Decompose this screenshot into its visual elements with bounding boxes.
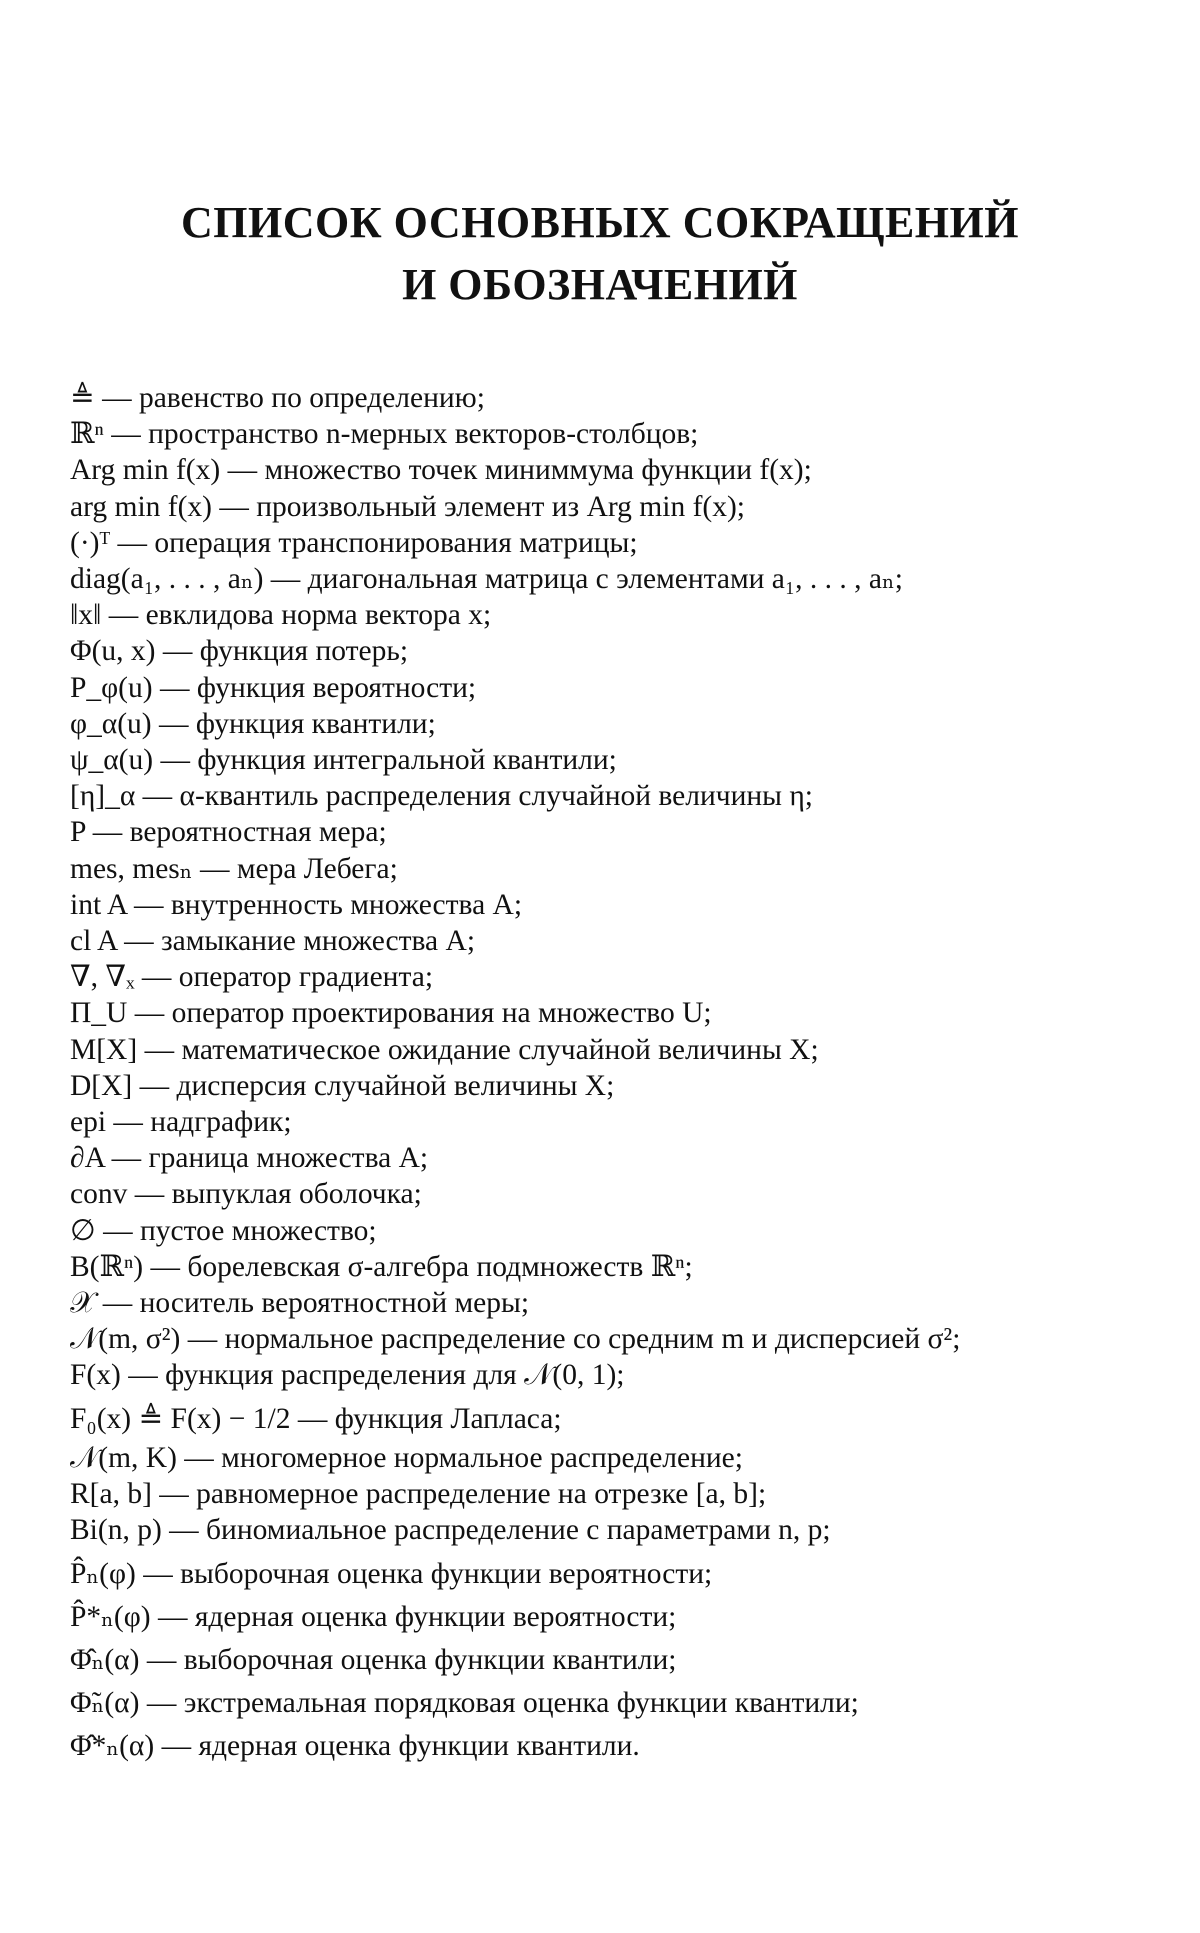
notation-separator: — (150, 1600, 195, 1633)
notation-entry (70, 959, 1180, 995)
notation-description: мера Лебега; (236, 852, 398, 885)
notation-symbol: D[X] (70, 1069, 133, 1102)
notation-symbol: ∇, ∇ₓ (70, 961, 135, 994)
notation-symbol: P̂*ₙ(φ) (70, 1600, 151, 1633)
notation-separator: — (263, 563, 308, 596)
notation-separator: — (151, 1478, 197, 1511)
notation-description: нормальное распределение со средним m и дисперсией σ²; (224, 1323, 961, 1356)
notation-description: оператор проектирования на множество U; (171, 997, 712, 1030)
notation-description: диагональная матрица с элементами a₁, . . . , aₙ; (307, 563, 903, 596)
notation-entry (70, 561, 1180, 597)
notation-separator: — (176, 1441, 222, 1474)
notation-symbol: B(ℝⁿ) (70, 1250, 144, 1283)
notation-symbol: ψ_α(u) (70, 744, 154, 777)
notation-description: выпуклая оболочка; (171, 1178, 422, 1211)
notation-entry (70, 1642, 1180, 1678)
notation-symbol: diag(a₁, . . . , aₙ) (70, 563, 264, 596)
notation-description: пустое множество; (139, 1214, 377, 1247)
notation-symbol: F(x) (70, 1359, 121, 1392)
notation-symbol: P̂ₙ(φ) (70, 1557, 136, 1590)
notation-separator: — (152, 671, 197, 704)
notation-separator: — (180, 1323, 225, 1356)
notation-entry (70, 887, 1180, 923)
notation-symbol: [η]_α (70, 780, 136, 813)
notation-description: борелевская σ-алгебра подмножеств ℝⁿ; (187, 1250, 693, 1283)
notation-symbol: Φ̂ₙ(α) (70, 1643, 140, 1676)
notation-description: функция распределения для 𝒩(0, 1); (165, 1359, 625, 1392)
notation-description: евклидова норма вектора x; (145, 599, 492, 632)
notation-separator: — (104, 1142, 149, 1175)
notation-description: надграфик; (150, 1106, 292, 1139)
notation-separator: — (132, 1069, 177, 1102)
notation-entry (70, 489, 1180, 525)
notation-separator: — (143, 1250, 188, 1283)
notation-separator: — (127, 997, 172, 1030)
notation-separator: — (220, 454, 265, 487)
notation-entry (70, 380, 1180, 416)
notation-separator: — (135, 780, 180, 813)
notation-entry (70, 1440, 1180, 1476)
notation-separator: — (126, 888, 171, 921)
notation-symbol: ‖x‖ (70, 599, 102, 632)
notation-symbol: conv (70, 1178, 128, 1211)
notation-separator: — (120, 1359, 166, 1392)
notation-entry (70, 742, 1180, 778)
notation-symbol: (·)ᵀ (70, 526, 111, 559)
page-title (0, 192, 1200, 316)
notation-entry (70, 851, 1180, 887)
notation-separator: — (212, 490, 257, 523)
notation-symbol: 𝒩(m, σ²) (70, 1323, 181, 1356)
notation-symbol: P_φ(u) (70, 671, 153, 704)
notation-entry (70, 1104, 1180, 1140)
notation-entry (70, 416, 1180, 452)
notation-description: пространство n-мерных векторов-столбцов; (148, 418, 699, 451)
notation-entry (70, 1357, 1180, 1393)
notation-entry (70, 452, 1180, 488)
notation-symbol: Π_U (70, 997, 128, 1030)
notation-separator: — (85, 816, 130, 849)
notation-symbol: ∅ (70, 1214, 96, 1247)
notation-description: граница множества A; (148, 1142, 429, 1175)
notation-symbol: Arg min f(x) (70, 454, 221, 487)
notation-separator: — (135, 1557, 181, 1590)
notation-entry (70, 1512, 1180, 1548)
notation-separator: — (94, 382, 139, 414)
notation-entry (70, 1285, 1180, 1321)
notation-description: α-квантиль распределения случайной величины η; (179, 780, 813, 813)
notation-description: выборочная оценка функции квантили; (183, 1643, 677, 1676)
notation-description: ядерная оценка функции квантили. (198, 1730, 640, 1763)
notation-description: многомерное нормальное распределение; (221, 1441, 743, 1474)
notation-description: равномерное распределение на отрезке [a, b]; (196, 1478, 767, 1511)
notation-description: равенство по определению; (138, 382, 485, 414)
notation-description: произвольный элемент из Arg min f(x); (256, 490, 745, 523)
notation-symbol: F₀(x) ≜ F(x) − 1/2 (70, 1402, 291, 1435)
notation-symbol: Φ(u, x) (70, 635, 156, 668)
notation-entry (70, 814, 1180, 850)
notation-entry (70, 1068, 1180, 1104)
notation-entry (70, 1140, 1180, 1176)
notation-symbol: epi (70, 1106, 107, 1139)
notation-entry (70, 1032, 1180, 1068)
notation-separator: — (155, 635, 200, 668)
notation-entry (70, 1176, 1180, 1212)
notation-description: экстремальная порядковая оценка функции квантили; (183, 1687, 859, 1720)
notation-description: функция вероятности; (196, 671, 477, 704)
notation-description: биномиальное распределение с параметрами n, p; (206, 1514, 831, 1547)
notation-separator: — (137, 1033, 182, 1066)
notation-separator: — (192, 852, 237, 885)
notation-symbol: Bi(n, p) (70, 1514, 162, 1547)
notation-description: математическое ожидание случайной величины X; (181, 1033, 819, 1066)
notation-symbol: mes, mesₙ (70, 852, 193, 885)
notation-list (70, 380, 1180, 1768)
notation-description: носитель вероятностной меры; (139, 1287, 530, 1320)
notation-symbol: Φ̂*ₙ(α) (70, 1730, 155, 1763)
notation-separator: — (106, 1106, 151, 1139)
notation-description: замыкание множества A; (160, 925, 476, 958)
notation-symbol: cl A (70, 925, 117, 958)
notation-description: операция транспонирования матрицы; (154, 526, 638, 559)
notation-description: множество точек миниммума функции f(x); (264, 454, 812, 487)
notation-symbol: Φ̃ₙ(α) (70, 1687, 140, 1720)
notation-entry (70, 633, 1180, 669)
notation-entry (70, 1321, 1180, 1357)
notation-separator: — (151, 707, 196, 740)
notation-description: дисперсия случайной величины X; (176, 1069, 615, 1102)
notation-separator: — (95, 1287, 140, 1320)
notation-symbol: ℝⁿ (70, 418, 104, 451)
notation-separator: — (116, 925, 161, 958)
notation-description: выборочная оценка функции вероятности; (180, 1557, 713, 1590)
notation-description: ядерная оценка функции вероятности; (194, 1600, 677, 1633)
notation-separator: — (153, 744, 198, 777)
notation-separator: — (95, 1214, 140, 1247)
notation-separator: — (290, 1402, 335, 1435)
notation-entry (70, 778, 1180, 814)
notation-entry (70, 923, 1180, 959)
notation-description: вероятностная мера; (129, 816, 387, 849)
notation-separator: — (134, 961, 179, 994)
notation-symbol: M[X] (70, 1033, 138, 1066)
notation-entry (70, 1476, 1180, 1512)
notation-symbol: φ_α(u) (70, 707, 152, 740)
notation-description: внутренность множества A; (170, 888, 523, 921)
notation-separator: — (103, 418, 149, 451)
notation-description: функция Лапласа; (334, 1402, 562, 1435)
notation-entry (70, 706, 1180, 742)
notation-entry (70, 995, 1180, 1031)
notation-entry (70, 597, 1180, 633)
notation-description: функция интегральной квантили; (197, 744, 617, 777)
title-line-2: И ОБОЗНАЧЕНИЙ (402, 260, 798, 309)
title-line-1: СПИСОК ОСНОВНЫХ СОКРАЩЕНИЙ (181, 198, 1019, 247)
notation-symbol: 𝒩(m, K) (70, 1441, 177, 1474)
notation-separator: — (110, 526, 155, 559)
notation-entry (70, 525, 1180, 561)
notation-separator: — (139, 1687, 184, 1720)
notation-symbol: R[a, b] (70, 1478, 152, 1511)
notation-symbol: P (70, 816, 86, 849)
notation-symbol: arg min f(x) (70, 490, 212, 523)
notation-entry (70, 1728, 1180, 1764)
notation-entry (70, 670, 1180, 706)
notation-entry (70, 1599, 1180, 1635)
notation-symbol: ≜ (70, 382, 95, 414)
notation-entry (70, 1401, 1180, 1437)
notation-separator: — (127, 1178, 172, 1211)
notation-entry (70, 1685, 1180, 1721)
notation-entry (70, 1556, 1180, 1592)
notation-symbol: ∂A (70, 1142, 105, 1175)
notation-symbol: int A (70, 888, 127, 921)
notation-symbol: 𝒳 (70, 1287, 96, 1320)
notation-description: функция потерь; (199, 635, 409, 668)
notation-description: функция квантили; (195, 707, 436, 740)
notation-description: оператор градиента; (178, 961, 434, 994)
notation-entry (70, 1249, 1180, 1285)
notation-separator: — (161, 1514, 207, 1547)
notation-separator: — (154, 1730, 199, 1763)
notation-separator: — (139, 1643, 184, 1676)
notation-separator: — (101, 599, 146, 632)
notation-entry (70, 1213, 1180, 1249)
